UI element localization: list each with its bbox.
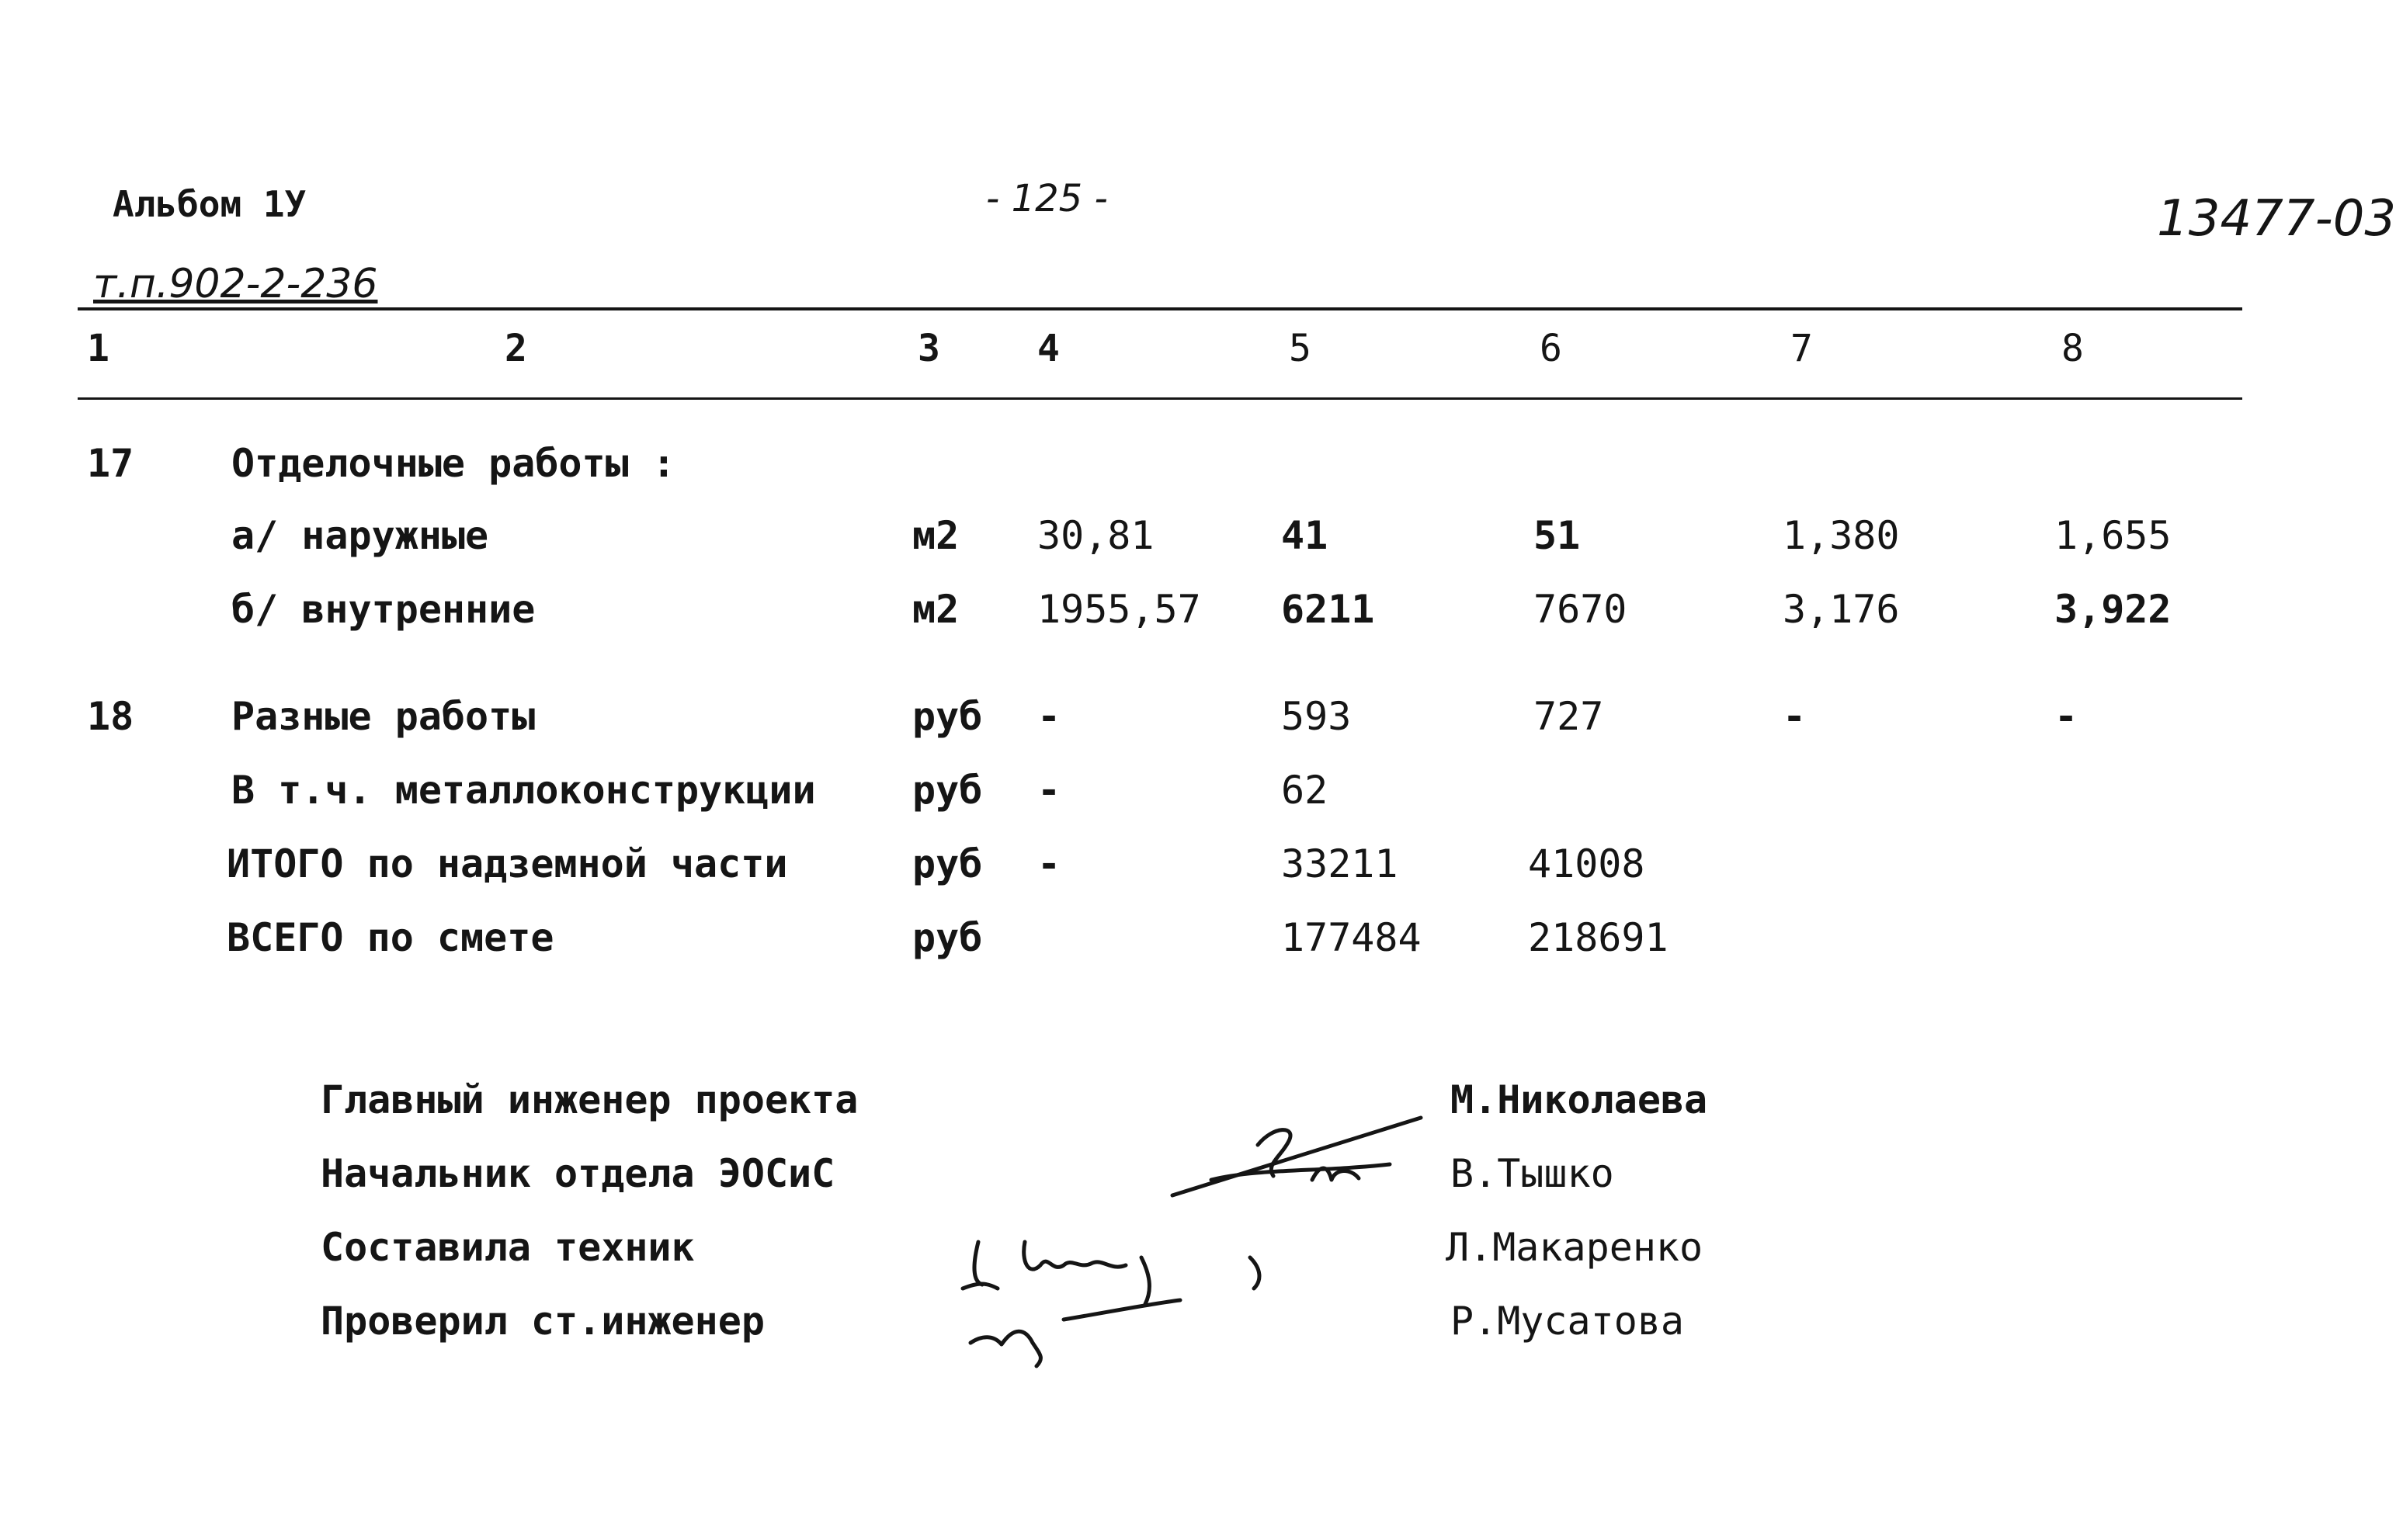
cell-col8: - bbox=[2054, 694, 2078, 739]
signatory-name: Р.Мусатова bbox=[1450, 1299, 1685, 1344]
signatory-role: Проверил ст.инженер bbox=[321, 1299, 765, 1344]
unit-cell: руб bbox=[912, 768, 983, 813]
signatory-name: В.Тышко bbox=[1450, 1151, 1614, 1196]
unit-cell: руб bbox=[912, 694, 983, 739]
cell-col6: 218691 bbox=[1528, 915, 1669, 960]
cell-col4: - bbox=[1037, 694, 1061, 739]
handwritten-signature bbox=[955, 1211, 1281, 1366]
signatory-name: М.Николаева bbox=[1450, 1077, 1708, 1122]
cell-col7: - bbox=[1783, 694, 1807, 739]
cell-col8: 3,922 bbox=[2054, 587, 2172, 632]
cell-col5: 593 bbox=[1281, 694, 1352, 739]
album-label: Альбом 1У bbox=[113, 183, 307, 225]
row-name: ИТОГО по надземной части bbox=[227, 841, 788, 886]
column-number: 3 bbox=[918, 327, 940, 370]
cell-col7: 3,176 bbox=[1783, 587, 1900, 632]
cell-col6: 51 bbox=[1533, 513, 1581, 558]
document-code: 13477-03 bbox=[2157, 190, 2396, 248]
column-number: 1 bbox=[87, 327, 109, 370]
cell-col6: 41008 bbox=[1528, 841, 1645, 886]
cell-col4: - bbox=[1037, 768, 1061, 813]
cell-col6: 7670 bbox=[1533, 587, 1627, 632]
handwritten-signature bbox=[1165, 1102, 1429, 1211]
cell-col7: 1,380 bbox=[1783, 513, 1900, 558]
row-name: б/ внутренние bbox=[231, 587, 536, 632]
row-name: В т.ч. металлоконструкции bbox=[231, 768, 816, 813]
row-name: Разные работы bbox=[231, 694, 536, 739]
unit-cell: руб bbox=[912, 841, 983, 886]
unit-cell: м2 bbox=[912, 513, 960, 558]
unit-cell: руб bbox=[912, 915, 983, 960]
signatory-role: Главный инженер проекта bbox=[321, 1077, 859, 1122]
page-number: - 125 - bbox=[986, 177, 1108, 220]
unit-cell: м2 bbox=[912, 587, 960, 632]
row-name: ВСЕГО по смете bbox=[227, 915, 554, 960]
cell-col5: 41 bbox=[1281, 513, 1328, 558]
column-number: 5 bbox=[1289, 327, 1311, 370]
cell-col4: 30,81 bbox=[1037, 513, 1155, 558]
column-number: 6 bbox=[1540, 327, 1562, 370]
row-number: 17 bbox=[87, 441, 134, 486]
signatory-role: Составила техник bbox=[321, 1225, 695, 1270]
row-name: Отделочные работы : bbox=[231, 441, 675, 486]
cell-col5: 6211 bbox=[1281, 587, 1375, 632]
signatory-role: Начальник отдела ЭОСиС bbox=[321, 1151, 835, 1196]
row-name: а/ наружные bbox=[231, 513, 489, 558]
signatory-name: Л.Макаренко bbox=[1446, 1225, 1703, 1270]
cell-col8: 1,655 bbox=[2054, 513, 2172, 558]
column-number: 8 bbox=[2061, 327, 2084, 370]
header-rule-bottom bbox=[78, 397, 2242, 400]
cell-col5: 177484 bbox=[1281, 915, 1422, 960]
cell-col4: 1955,57 bbox=[1037, 587, 1201, 632]
cell-col4: - bbox=[1037, 841, 1061, 886]
column-number: 2 bbox=[505, 327, 527, 370]
cell-col5: 62 bbox=[1281, 768, 1328, 813]
header-rule-top bbox=[78, 307, 2242, 310]
cell-col6: 727 bbox=[1533, 694, 1604, 739]
series-code: т.п.902-2-236 bbox=[93, 261, 378, 307]
column-number: 4 bbox=[1037, 327, 1060, 370]
cell-col5: 33211 bbox=[1281, 841, 1398, 886]
row-number: 18 bbox=[87, 694, 134, 739]
column-number: 7 bbox=[1790, 327, 1813, 370]
